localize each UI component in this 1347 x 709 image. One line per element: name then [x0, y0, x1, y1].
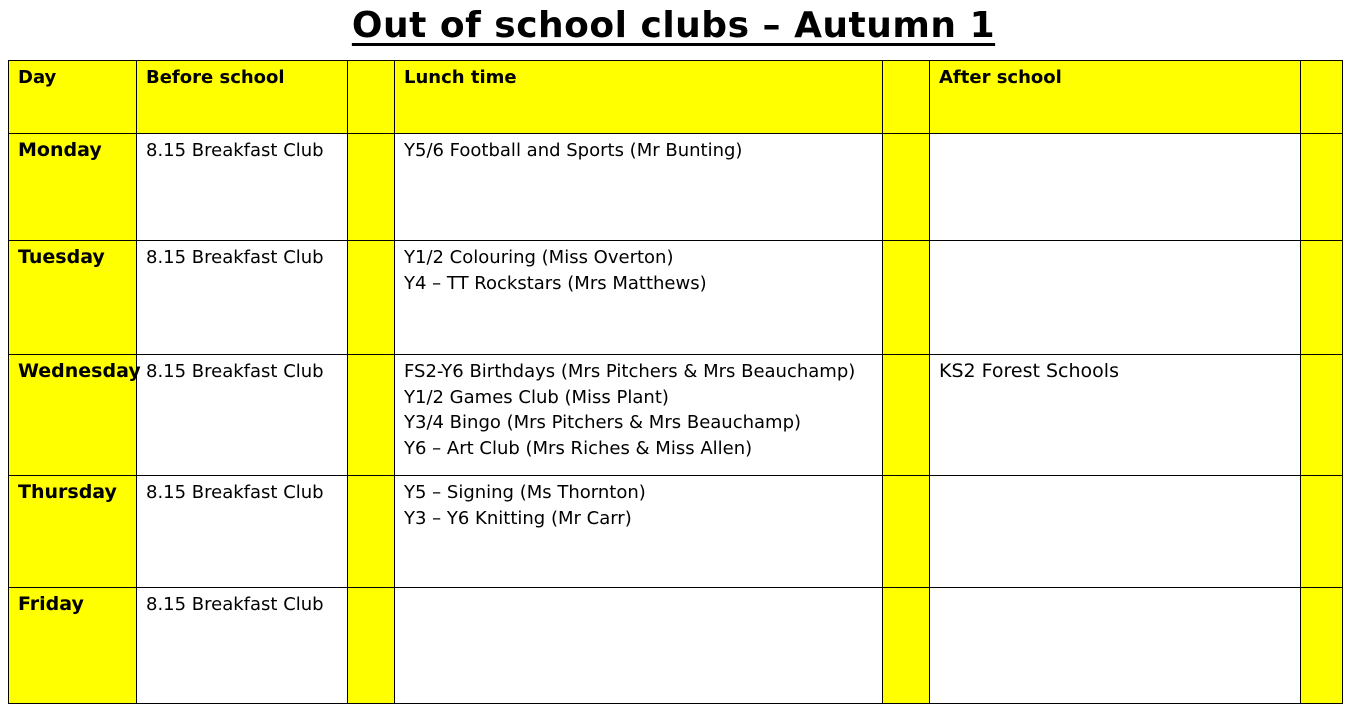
header-lunch-time-cell [395, 61, 883, 134]
table-row-wednesday [9, 355, 1343, 476]
spacer-cell [1301, 61, 1343, 134]
day-cell [9, 241, 137, 355]
before-school-club: 8.15 Breakfast Club [146, 140, 324, 161]
after-school-club [930, 588, 1300, 592]
spacer-cell [348, 134, 395, 241]
after-school-club [930, 134, 1300, 138]
lunch-time-cell [395, 134, 883, 241]
spacer-cell [883, 476, 930, 588]
before-school-club: 8.15 Breakfast Club [146, 247, 324, 268]
after-school-cell [930, 588, 1301, 704]
table-row-tuesday [9, 241, 1343, 355]
spacer-cell [1301, 241, 1343, 355]
spacer-cell [883, 134, 930, 241]
after-school-club: KS2 Forest Schools [939, 360, 1119, 382]
lunch-club-item: Y3 – Y6 Knitting (Mr Carr) [404, 507, 632, 529]
lunch-club-item: Y1/2 Colouring (Miss Overton) [404, 247, 674, 268]
after-school-club [930, 241, 1300, 245]
header-after-school-label: After school [939, 67, 1062, 88]
lunch-time-cell [395, 241, 883, 355]
day-label: Monday [18, 139, 102, 161]
header-day-cell [9, 61, 137, 134]
lunch-club-item: Y1/2 Games Club (Miss Plant) [404, 386, 669, 408]
before-school-club: 8.15 Breakfast Club [146, 594, 324, 615]
spacer-cell [348, 241, 395, 355]
lunch-club-item: Y5/6 Football and Sports (Mr Bunting) [404, 140, 743, 161]
day-label: Wednesday [18, 360, 141, 382]
spacer-cell [348, 588, 395, 704]
before-school-cell [137, 588, 348, 704]
after-school-cell [930, 134, 1301, 241]
day-cell [9, 134, 137, 241]
before-school-club: 8.15 Breakfast Club [146, 482, 324, 503]
table-row-thursday [9, 476, 1343, 588]
header-before-school-label: Before school [146, 67, 285, 88]
spacer-cell [1301, 134, 1343, 241]
after-school-club [930, 476, 1300, 480]
spacer-cell [883, 588, 930, 704]
after-school-cell [930, 241, 1301, 355]
before-school-club: 8.15 Breakfast Club [146, 361, 324, 382]
header-row [9, 61, 1343, 134]
header-lunch-time-label: Lunch time [404, 67, 517, 88]
after-school-cell [930, 355, 1301, 476]
lunch-club-item: Y4 – TT Rockstars (Mrs Matthews) [404, 272, 707, 294]
spacer-cell [348, 355, 395, 476]
spacer-cell [1301, 355, 1343, 476]
before-school-cell [137, 355, 348, 476]
lunch-club-item: Y5 – Signing (Ms Thornton) [404, 482, 646, 503]
spacer-cell [883, 241, 930, 355]
clubs-timetable [8, 60, 1343, 704]
header-before-school-cell [137, 61, 348, 134]
before-school-cell [137, 241, 348, 355]
lunch-time-cell [395, 355, 883, 476]
lunch-club-item: FS2-Y6 Birthdays (Mrs Pitchers & Mrs Beauchamp) [404, 361, 856, 382]
table-row-monday [9, 134, 1343, 241]
page-title: Out of school clubs – Autumn 1 [351, 5, 996, 46]
lunch-time-cell [395, 476, 883, 588]
lunch-club-item: Y3/4 Bingo (Mrs Pitchers & Mrs Beauchamp) [404, 412, 802, 433]
lunch-club-item: Y6 – Art Club (Mrs Riches & Miss Allen) [404, 437, 753, 459]
day-label: Thursday [18, 481, 117, 503]
header-day-label: Day [18, 67, 57, 88]
before-school-cell [137, 134, 348, 241]
table-row-friday [9, 588, 1343, 704]
day-label: Friday [18, 593, 84, 615]
day-cell [9, 355, 141, 476]
spacer-cell [1301, 588, 1343, 704]
day-cell [9, 476, 137, 588]
spacer-cell [348, 476, 395, 588]
day-label: Tuesday [18, 246, 105, 268]
after-school-cell [930, 476, 1301, 588]
header-after-school-cell [930, 61, 1301, 134]
spacer-cell [883, 355, 930, 476]
spacer-cell [1301, 476, 1343, 588]
day-cell [9, 588, 137, 704]
before-school-cell [137, 476, 348, 588]
lunch-time-cell [395, 588, 883, 704]
spacer-cell [348, 61, 395, 134]
spacer-cell [883, 61, 930, 134]
